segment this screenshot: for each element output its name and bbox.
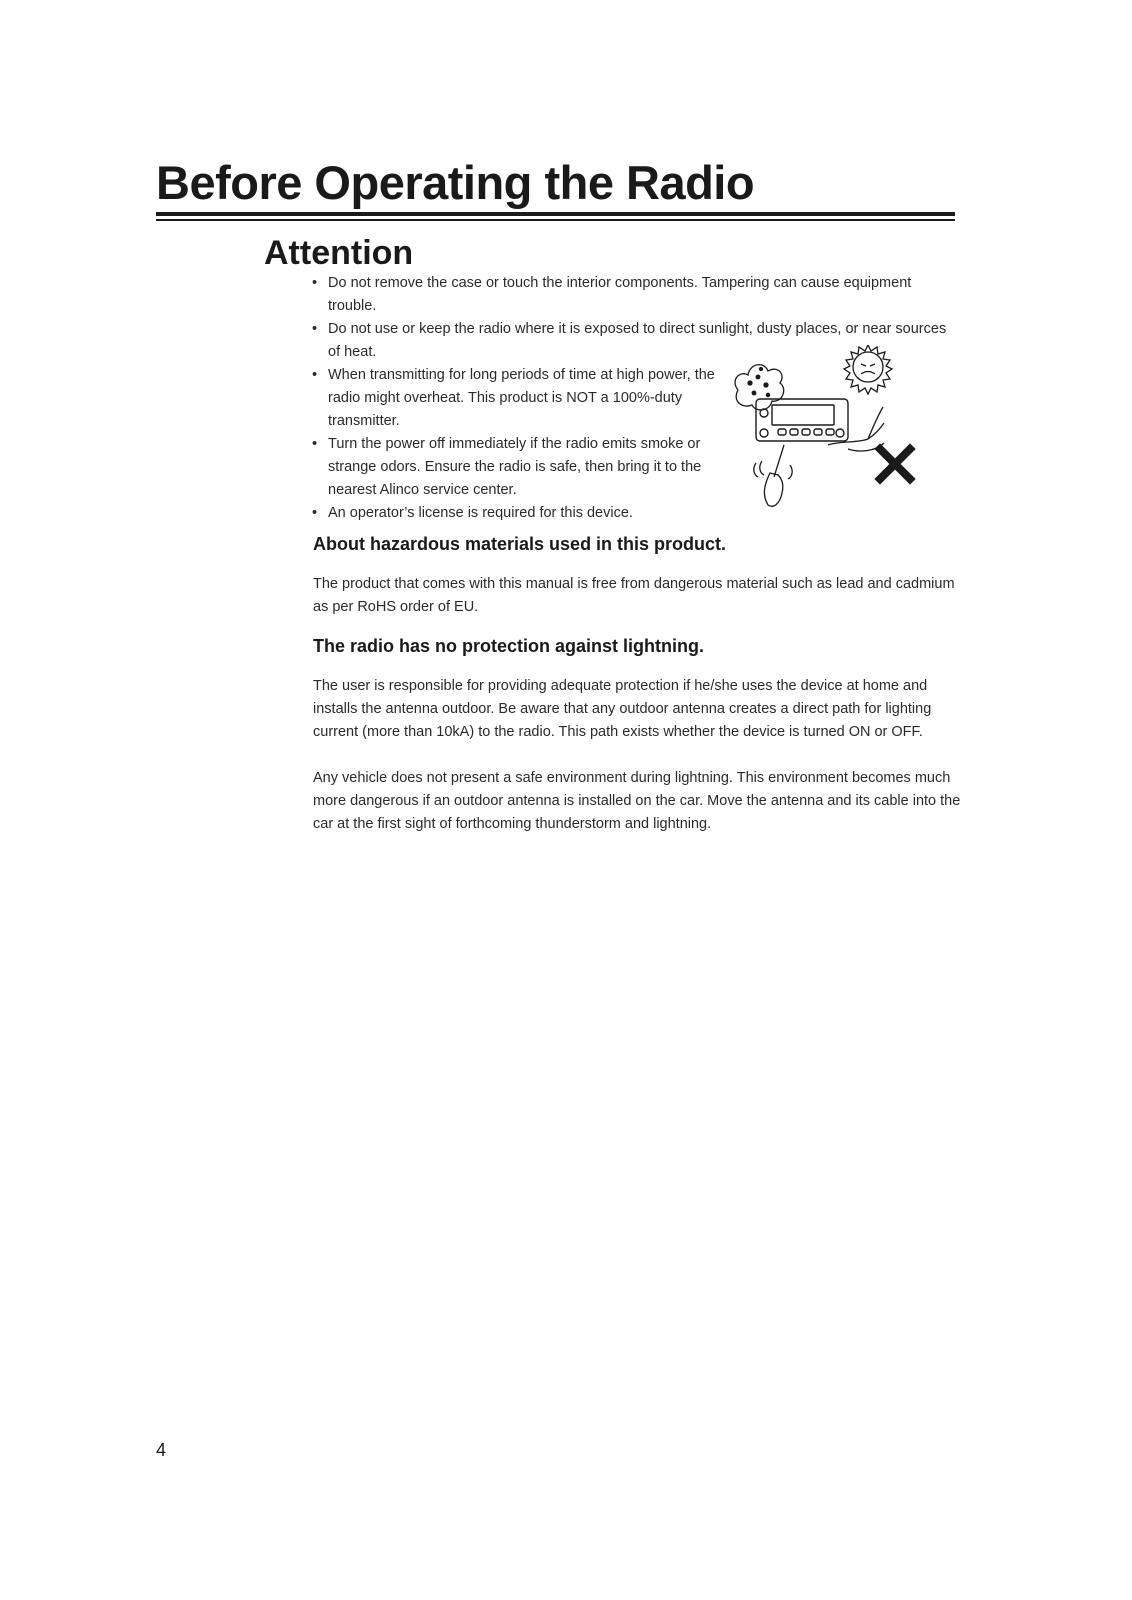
page-title: Before Operating the Radio (156, 156, 755, 209)
page-number: 4 (156, 1440, 167, 1460)
sun-icon (844, 345, 892, 394)
bullet-item: • Turn the power off immediately if the radio emits smoke or strange odors. Ensure the radio is safe, then bring it to the nearest Alinco service center. (312, 433, 738, 502)
title-underline-thick (156, 212, 955, 216)
bullet-item: • An operator’s license is required for this device. (312, 502, 738, 525)
smoke-cloud-icon (735, 365, 784, 410)
lightning-heading: The radio has no protection against lightning. (313, 636, 705, 656)
lightning-paragraph: The user is responsible for providing adequate protection if he/she uses the device at home and installs the antenna outdoor. Be aware that any outdoor antenna creates a direct path for lighting current (more than 10kA) to the radio. This path exists whether the device is turned ON or OFF. (313, 678, 932, 740)
screwdriver-icon (754, 445, 792, 506)
hand-icon (828, 407, 884, 451)
hazardous-materials-text: The product that comes with this manual is free from dangerous material such as lead and cadmium as per RoHS order of EU. (313, 576, 955, 615)
warning-illustration (728, 345, 948, 520)
title-underline-thin (156, 219, 955, 221)
bullet-item: • Do not use or keep the radio where it is exposed to direct sunlight, dusty places, or near sources of heat. (312, 318, 962, 364)
hazardous-materials-heading: About hazardous materials used in this product. (313, 534, 727, 554)
prohibited-x-icon (880, 449, 910, 479)
bullet-item: • Do not remove the case or touch the interior components. Tampering can cause equipment trouble. (312, 272, 962, 318)
lightning-paragraph: Any vehicle does not present a safe environment during lightning. This environment becomes much more dangerous if an outdoor antenna is installed on the car. Move the antenna and its cable into the car at the first sight of forthcoming thunderstorm and lightning. (313, 770, 961, 832)
bullet-item: • When transmitting for long periods of time at high power, the radio might overheat. This product is NOT a 100%-duty transmitter. (312, 364, 738, 433)
attention-heading: Attention (264, 234, 414, 272)
